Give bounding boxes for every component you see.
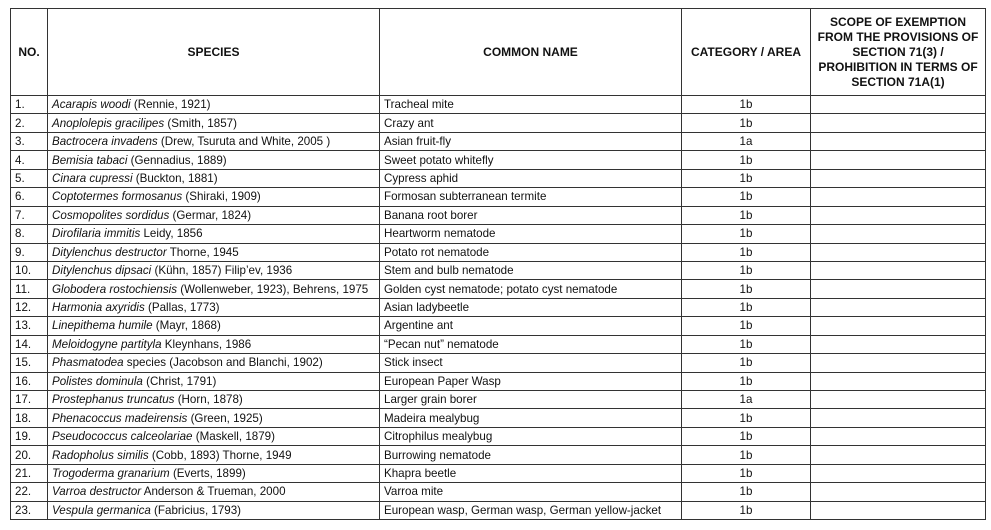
species-authority: (Maskell, 1879) xyxy=(192,430,275,444)
header-no: NO. xyxy=(11,9,48,96)
species-authority: (Gennadius, 1889) xyxy=(127,153,227,167)
row-number: 2. xyxy=(11,114,48,132)
scientific-name: Trogoderma granarium xyxy=(52,466,170,480)
category-cell: 1a xyxy=(682,132,811,150)
species-authority: Anderson & Trueman, 2000 xyxy=(141,485,286,499)
common-name-cell: Banana root borer xyxy=(380,206,682,224)
row-number: 9. xyxy=(11,243,48,261)
scope-cell xyxy=(811,96,986,114)
species-authority: Kleynhans, 1986 xyxy=(161,337,252,351)
species-authority: species (Jacobson and Blanchi, 1902) xyxy=(123,356,323,370)
species-authority: (Wollenweber, 1923), Behrens, 1975 xyxy=(177,282,369,296)
common-name-cell: European Paper Wasp xyxy=(380,372,682,390)
table-row xyxy=(11,427,986,445)
category-cell: 1b xyxy=(682,96,811,114)
row-number: 15. xyxy=(11,354,48,372)
species-cell xyxy=(48,206,380,224)
header-category: CATEGORY / AREA xyxy=(682,9,811,96)
species-authority: Thorne, 1945 xyxy=(166,245,239,259)
scientific-name: Prostephanus truncatus xyxy=(52,393,175,407)
category-cell: 1b xyxy=(682,483,811,501)
species-authority: (Smith, 1857) xyxy=(164,116,237,130)
species-authority: (Rennie, 1921) xyxy=(130,98,211,112)
common-name-cell: Potato rot nematode xyxy=(380,243,682,261)
species-cell xyxy=(48,261,380,279)
species-cell xyxy=(48,391,380,409)
scope-cell xyxy=(811,280,986,298)
scientific-name: Anoplolepis gracilipes xyxy=(52,116,165,130)
row-number: 13. xyxy=(11,317,48,335)
table-row xyxy=(11,372,986,390)
scientific-name: Radopholus similis xyxy=(52,448,149,462)
table-row xyxy=(11,243,986,261)
category-cell: 1b xyxy=(682,372,811,390)
category-cell: 1b xyxy=(682,225,811,243)
table-row xyxy=(11,225,986,243)
scope-cell xyxy=(811,188,986,206)
scientific-name: Polistes dominula xyxy=(52,374,143,388)
scope-cell xyxy=(811,354,986,372)
row-number: 21. xyxy=(11,464,48,482)
table-body xyxy=(11,96,986,520)
row-number: 23. xyxy=(11,501,48,519)
species-cell xyxy=(48,464,380,482)
category-cell: 1b xyxy=(682,446,811,464)
row-number: 6. xyxy=(11,188,48,206)
row-number: 19. xyxy=(11,427,48,445)
table-row xyxy=(11,261,986,279)
species-table-container xyxy=(10,8,985,520)
scientific-name: Harmonia axyridis xyxy=(52,301,145,315)
table-row xyxy=(11,151,986,169)
row-number: 5. xyxy=(11,169,48,187)
species-authority: (Germar, 1824) xyxy=(169,208,252,222)
species-cell xyxy=(48,132,380,150)
scientific-name: Meloidogyne partityla xyxy=(52,337,162,351)
species-cell xyxy=(48,317,380,335)
common-name-cell: Asian fruit-fly xyxy=(380,132,682,150)
species-authority: (Shiraki, 1909) xyxy=(182,190,261,204)
category-cell: 1b xyxy=(682,335,811,353)
species-authority: (Green, 1925) xyxy=(187,411,263,425)
category-cell: 1b xyxy=(682,261,811,279)
species-cell xyxy=(48,483,380,501)
table-row xyxy=(11,354,986,372)
common-name-cell: Madeira mealybug xyxy=(380,409,682,427)
species-authority: (Horn, 1878) xyxy=(174,393,243,407)
row-number: 7. xyxy=(11,206,48,224)
common-name-cell: Burrowing nematode xyxy=(380,446,682,464)
common-name-cell: Larger grain borer xyxy=(380,391,682,409)
table-row xyxy=(11,501,986,519)
table-row xyxy=(11,188,986,206)
scientific-name: Ditylenchus destructor xyxy=(52,245,167,259)
category-cell: 1b xyxy=(682,151,811,169)
scientific-name: Cinara cupressi xyxy=(52,171,133,185)
scientific-name: Globodera rostochiensis xyxy=(52,282,178,296)
species-cell xyxy=(48,427,380,445)
scope-cell xyxy=(811,317,986,335)
species-cell xyxy=(48,225,380,243)
table-row xyxy=(11,114,986,132)
scope-cell xyxy=(811,206,986,224)
row-number: 20. xyxy=(11,446,48,464)
species-cell xyxy=(48,446,380,464)
scope-cell xyxy=(811,501,986,519)
scientific-name: Bemisia tabaci xyxy=(52,153,128,167)
table-row xyxy=(11,391,986,409)
scientific-name: Ditylenchus dipsaci xyxy=(52,264,152,278)
scientific-name: Dirofilaria immitis xyxy=(52,227,141,241)
row-number: 11. xyxy=(11,280,48,298)
scope-cell xyxy=(811,114,986,132)
species-cell xyxy=(48,243,380,261)
common-name-cell: Tracheal mite xyxy=(380,96,682,114)
species-cell xyxy=(48,372,380,390)
scope-cell xyxy=(811,372,986,390)
scope-cell xyxy=(811,446,986,464)
common-name-cell: “Pecan nut” nematode xyxy=(380,335,682,353)
header-species: SPECIES xyxy=(48,9,380,96)
common-name-cell: Stick insect xyxy=(380,354,682,372)
species-authority: (Drew, Tsuruta and White, 2005 ) xyxy=(157,135,331,149)
category-cell: 1b xyxy=(682,206,811,224)
scientific-name: Phasmatodea xyxy=(52,356,124,370)
row-number: 1. xyxy=(11,96,48,114)
species-cell xyxy=(48,280,380,298)
species-authority: (Kühn, 1857) Filip’ev, 1936 xyxy=(151,264,293,278)
species-authority: (Cobb, 1893) Thorne, 1949 xyxy=(148,448,292,462)
scientific-name: Cosmopolites sordidus xyxy=(52,208,170,222)
species-authority: Leidy, 1856 xyxy=(140,227,203,241)
common-name-cell: Citrophilus mealybug xyxy=(380,427,682,445)
table-row xyxy=(11,298,986,316)
common-name-cell: Stem and bulb nematode xyxy=(380,261,682,279)
category-cell: 1b xyxy=(682,298,811,316)
species-cell xyxy=(48,501,380,519)
category-cell: 1b xyxy=(682,464,811,482)
table-row xyxy=(11,132,986,150)
common-name-cell: Asian ladybeetle xyxy=(380,298,682,316)
scientific-name: Pseudococcus calceolariae xyxy=(52,430,193,444)
category-cell: 1b xyxy=(682,317,811,335)
species-cell xyxy=(48,409,380,427)
common-name-cell: Crazy ant xyxy=(380,114,682,132)
row-number: 17. xyxy=(11,391,48,409)
scope-cell xyxy=(811,225,986,243)
species-table xyxy=(10,8,986,520)
category-cell: 1b xyxy=(682,501,811,519)
scope-cell xyxy=(811,298,986,316)
scientific-name: Vespula germanica xyxy=(52,503,151,517)
table-row xyxy=(11,464,986,482)
scope-cell xyxy=(811,483,986,501)
species-cell xyxy=(48,114,380,132)
species-cell xyxy=(48,298,380,316)
species-cell xyxy=(48,354,380,372)
category-cell: 1b xyxy=(682,409,811,427)
table-row xyxy=(11,96,986,114)
scope-cell xyxy=(811,261,986,279)
scope-cell xyxy=(811,243,986,261)
row-number: 12. xyxy=(11,298,48,316)
species-cell xyxy=(48,169,380,187)
species-authority: (Mayr, 1868) xyxy=(152,319,221,333)
species-cell xyxy=(48,151,380,169)
category-cell: 1b xyxy=(682,188,811,206)
header-common-name: COMMON NAME xyxy=(380,9,682,96)
common-name-cell: Golden cyst nematode; potato cyst nematode xyxy=(380,280,682,298)
category-cell: 1b xyxy=(682,354,811,372)
scientific-name: Phenacoccus madeirensis xyxy=(52,411,188,425)
common-name-cell: Khapra beetle xyxy=(380,464,682,482)
scope-cell xyxy=(811,335,986,353)
scientific-name: Varroa destructor xyxy=(52,485,142,499)
common-name-cell: Formosan subterranean termite xyxy=(380,188,682,206)
scientific-name: Coptotermes formosanus xyxy=(52,190,183,204)
table-row xyxy=(11,206,986,224)
common-name-cell: Argentine ant xyxy=(380,317,682,335)
species-cell xyxy=(48,96,380,114)
row-number: 18. xyxy=(11,409,48,427)
category-cell: 1a xyxy=(682,391,811,409)
common-name-cell: Heartworm nematode xyxy=(380,225,682,243)
table-row xyxy=(11,335,986,353)
common-name-cell: Varroa mite xyxy=(380,483,682,501)
header-row xyxy=(11,9,986,96)
row-number: 8. xyxy=(11,225,48,243)
species-authority: (Fabricius, 1793) xyxy=(150,503,242,517)
common-name-cell: Sweet potato whitefly xyxy=(380,151,682,169)
table-row xyxy=(11,483,986,501)
scientific-name: Acarapis woodi xyxy=(52,98,131,112)
row-number: 4. xyxy=(11,151,48,169)
row-number: 14. xyxy=(11,335,48,353)
scope-cell xyxy=(811,427,986,445)
species-authority: (Pallas, 1773) xyxy=(144,301,220,315)
scope-cell xyxy=(811,169,986,187)
species-authority: (Christ, 1791) xyxy=(142,374,217,388)
table-row xyxy=(11,317,986,335)
common-name-cell: European wasp, German wasp, German yellow-jacket xyxy=(380,501,682,519)
category-cell: 1b xyxy=(682,243,811,261)
table-row xyxy=(11,280,986,298)
species-cell xyxy=(48,188,380,206)
species-authority: (Everts, 1899) xyxy=(169,466,246,480)
category-cell: 1b xyxy=(682,280,811,298)
scope-cell xyxy=(811,409,986,427)
row-number: 22. xyxy=(11,483,48,501)
row-number: 10. xyxy=(11,261,48,279)
header-scope: SCOPE OF EXEMPTION FROM THE PROVISIONS OF SECTION 71(3) / PROHIBITION IN TERMS OF SECTION 71A(1) xyxy=(811,9,986,96)
scope-cell xyxy=(811,391,986,409)
scientific-name: Bactrocera invadens xyxy=(52,135,158,149)
row-number: 16. xyxy=(11,372,48,390)
species-cell xyxy=(48,335,380,353)
table-row xyxy=(11,409,986,427)
table-row xyxy=(11,169,986,187)
category-cell: 1b xyxy=(682,427,811,445)
species-authority: (Buckton, 1881) xyxy=(132,171,218,185)
common-name-cell: Cypress aphid xyxy=(380,169,682,187)
scope-cell xyxy=(811,151,986,169)
category-cell: 1b xyxy=(682,114,811,132)
scope-cell xyxy=(811,132,986,150)
category-cell: 1b xyxy=(682,169,811,187)
row-number: 3. xyxy=(11,132,48,150)
scientific-name: Linepithema humile xyxy=(52,319,153,333)
scope-cell xyxy=(811,464,986,482)
table-row xyxy=(11,446,986,464)
